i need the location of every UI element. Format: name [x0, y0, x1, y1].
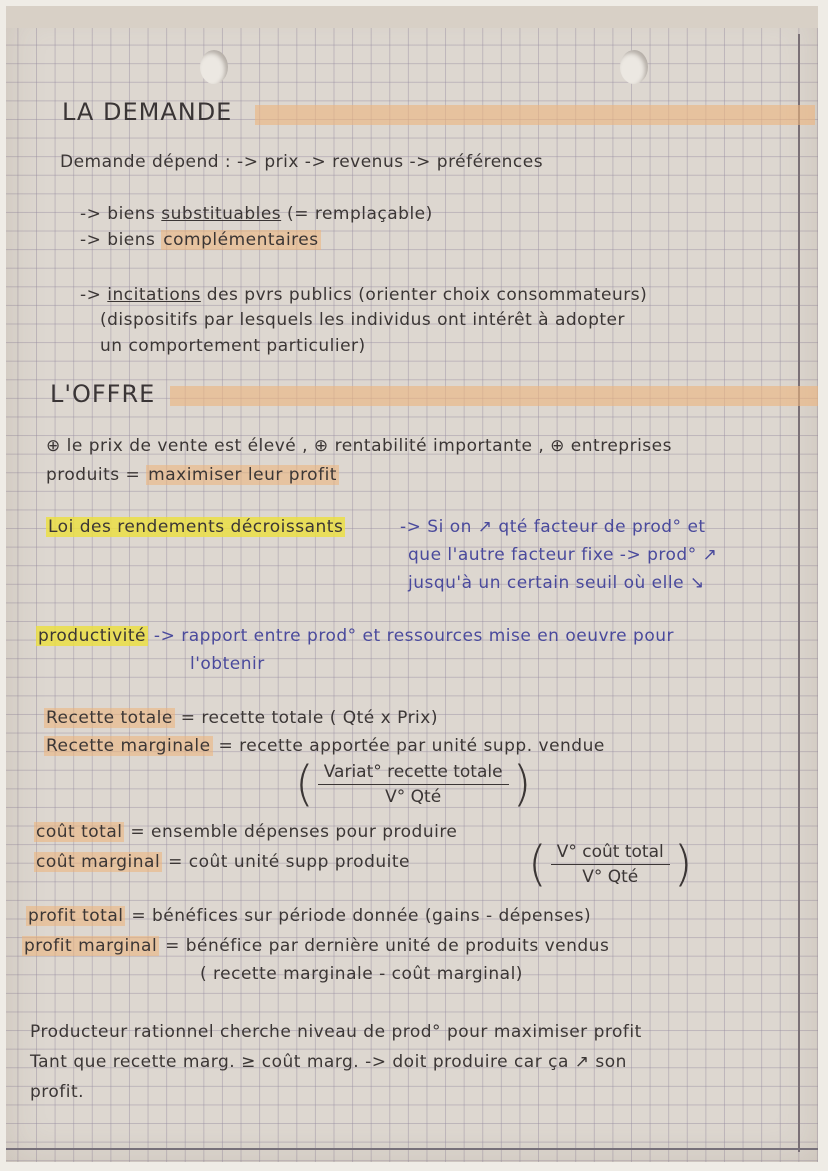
keyword-recette-totale: Recette totale	[46, 708, 173, 728]
substituables-note: (= remplaçable)	[281, 204, 433, 224]
cout-marginal-def: = coût unité supp produite	[162, 852, 410, 872]
productivite-line-1	[36, 626, 674, 646]
keyword-substituables: substituables	[161, 204, 282, 224]
section-title-demande: LA DEMANDE	[62, 98, 233, 126]
demande-depend-line: Demande dépend : -> prix -> revenus -> préférences	[60, 152, 544, 172]
biens-complementaires-line	[80, 230, 321, 250]
formula-numerator: Variat° recette totale	[318, 762, 509, 785]
incitations-def-line-2: un comportement particulier)	[100, 336, 366, 356]
formula-numerator: V° coût total	[551, 842, 670, 865]
offre-line-2-prefix: produits =	[46, 465, 147, 485]
paren-close: )	[673, 836, 693, 892]
incitations-text: des pvrs publics (orienter choix consommateurs)	[200, 285, 648, 305]
cout-total-def: = ensemble dépenses pour produire	[124, 822, 458, 842]
paren-open: (	[295, 756, 314, 812]
section-title-offre: L'OFFRE	[50, 380, 156, 408]
keyword-recette-marginale: Recette marginale	[46, 736, 211, 756]
arrow-prefix: -> biens	[80, 204, 162, 224]
paren-open: (	[528, 836, 547, 892]
heading-highlight-bar	[255, 105, 815, 125]
profit-total-def: = bénéfices sur période donnée (gains - dépenses)	[125, 906, 592, 926]
arrow-prefix: -> biens	[80, 230, 162, 250]
profit-marginal-formula: ( recette marginale - coût marginal)	[200, 964, 523, 984]
biens-substituables-line	[80, 204, 433, 224]
formula-denominator: V° Qté	[582, 866, 639, 887]
loi-rendements-label	[46, 517, 345, 537]
offre-line-2	[46, 465, 339, 485]
cout-total-line	[34, 822, 457, 842]
heading-highlight-bar	[170, 386, 818, 406]
keyword-profit-total: profit total	[28, 906, 124, 926]
loi-line-2: que l'autre facteur fixe -> prod° ↗	[408, 545, 718, 565]
formula-denominator: V° Qté	[385, 786, 442, 807]
conclusion-line-2: Tant que recette marg. ≥ coût marg. -> doit produire car ça ↗ son	[30, 1052, 627, 1072]
keyword-productivite: productivité	[38, 626, 147, 646]
offre-line-1: ⊕ le prix de vente est élevé , ⊕ rentabilité importante , ⊕ entreprises	[46, 436, 672, 456]
loi-line-3: jusqu'à un certain seuil où elle ↘	[408, 573, 705, 593]
keyword-cout-total: coût total	[36, 822, 123, 842]
cout-marginal-formula	[528, 836, 693, 892]
profit-marginal-line	[22, 936, 609, 956]
punch-hole-right	[620, 50, 648, 84]
cout-marginal-line	[34, 852, 410, 872]
profit-marginal-def: = bénéfice par dernière unité de produits vendus	[159, 936, 610, 956]
keyword-incitations: incitations	[107, 285, 201, 305]
productivite-line-2: l'obtenir	[190, 654, 265, 674]
arrow-prefix: ->	[80, 285, 108, 305]
incitations-def-line-1: (dispositifs par lesquels les individus ont intérêt à adopter	[100, 310, 625, 330]
recette-totale-line	[44, 708, 438, 728]
paren-close: )	[512, 756, 532, 812]
punch-hole-left	[200, 50, 228, 84]
incitations-line	[80, 285, 647, 305]
keyword-profit-marginal: profit marginal	[24, 936, 158, 956]
page-bottom-edge	[6, 1148, 818, 1150]
conclusion-line-3: profit.	[30, 1082, 85, 1102]
loi-line-1: -> Si on ↗ qté facteur de prod° et	[400, 517, 706, 537]
conclusion-line-1: Producteur rationnel cherche niveau de prod° pour maximiser profit	[30, 1022, 642, 1042]
profit-total-line	[26, 906, 591, 926]
recette-marginale-formula	[295, 756, 532, 812]
recette-marginale-def: = recette apportée par unité supp. vendue	[212, 736, 605, 756]
keyword-complementaires: complémentaires	[163, 230, 319, 250]
keyword-loi-rendements: Loi des rendements décroissants	[48, 517, 344, 537]
keyword-cout-marginal: coût marginal	[36, 852, 161, 872]
recette-marginale-line	[44, 736, 605, 756]
recette-totale-def: = recette totale ( Qté x Prix)	[174, 708, 438, 728]
keyword-maximiser-profit: maximiser leur profit	[148, 465, 337, 485]
productivite-def: -> rapport entre prod° et ressources mise en oeuvre pour	[148, 626, 674, 646]
